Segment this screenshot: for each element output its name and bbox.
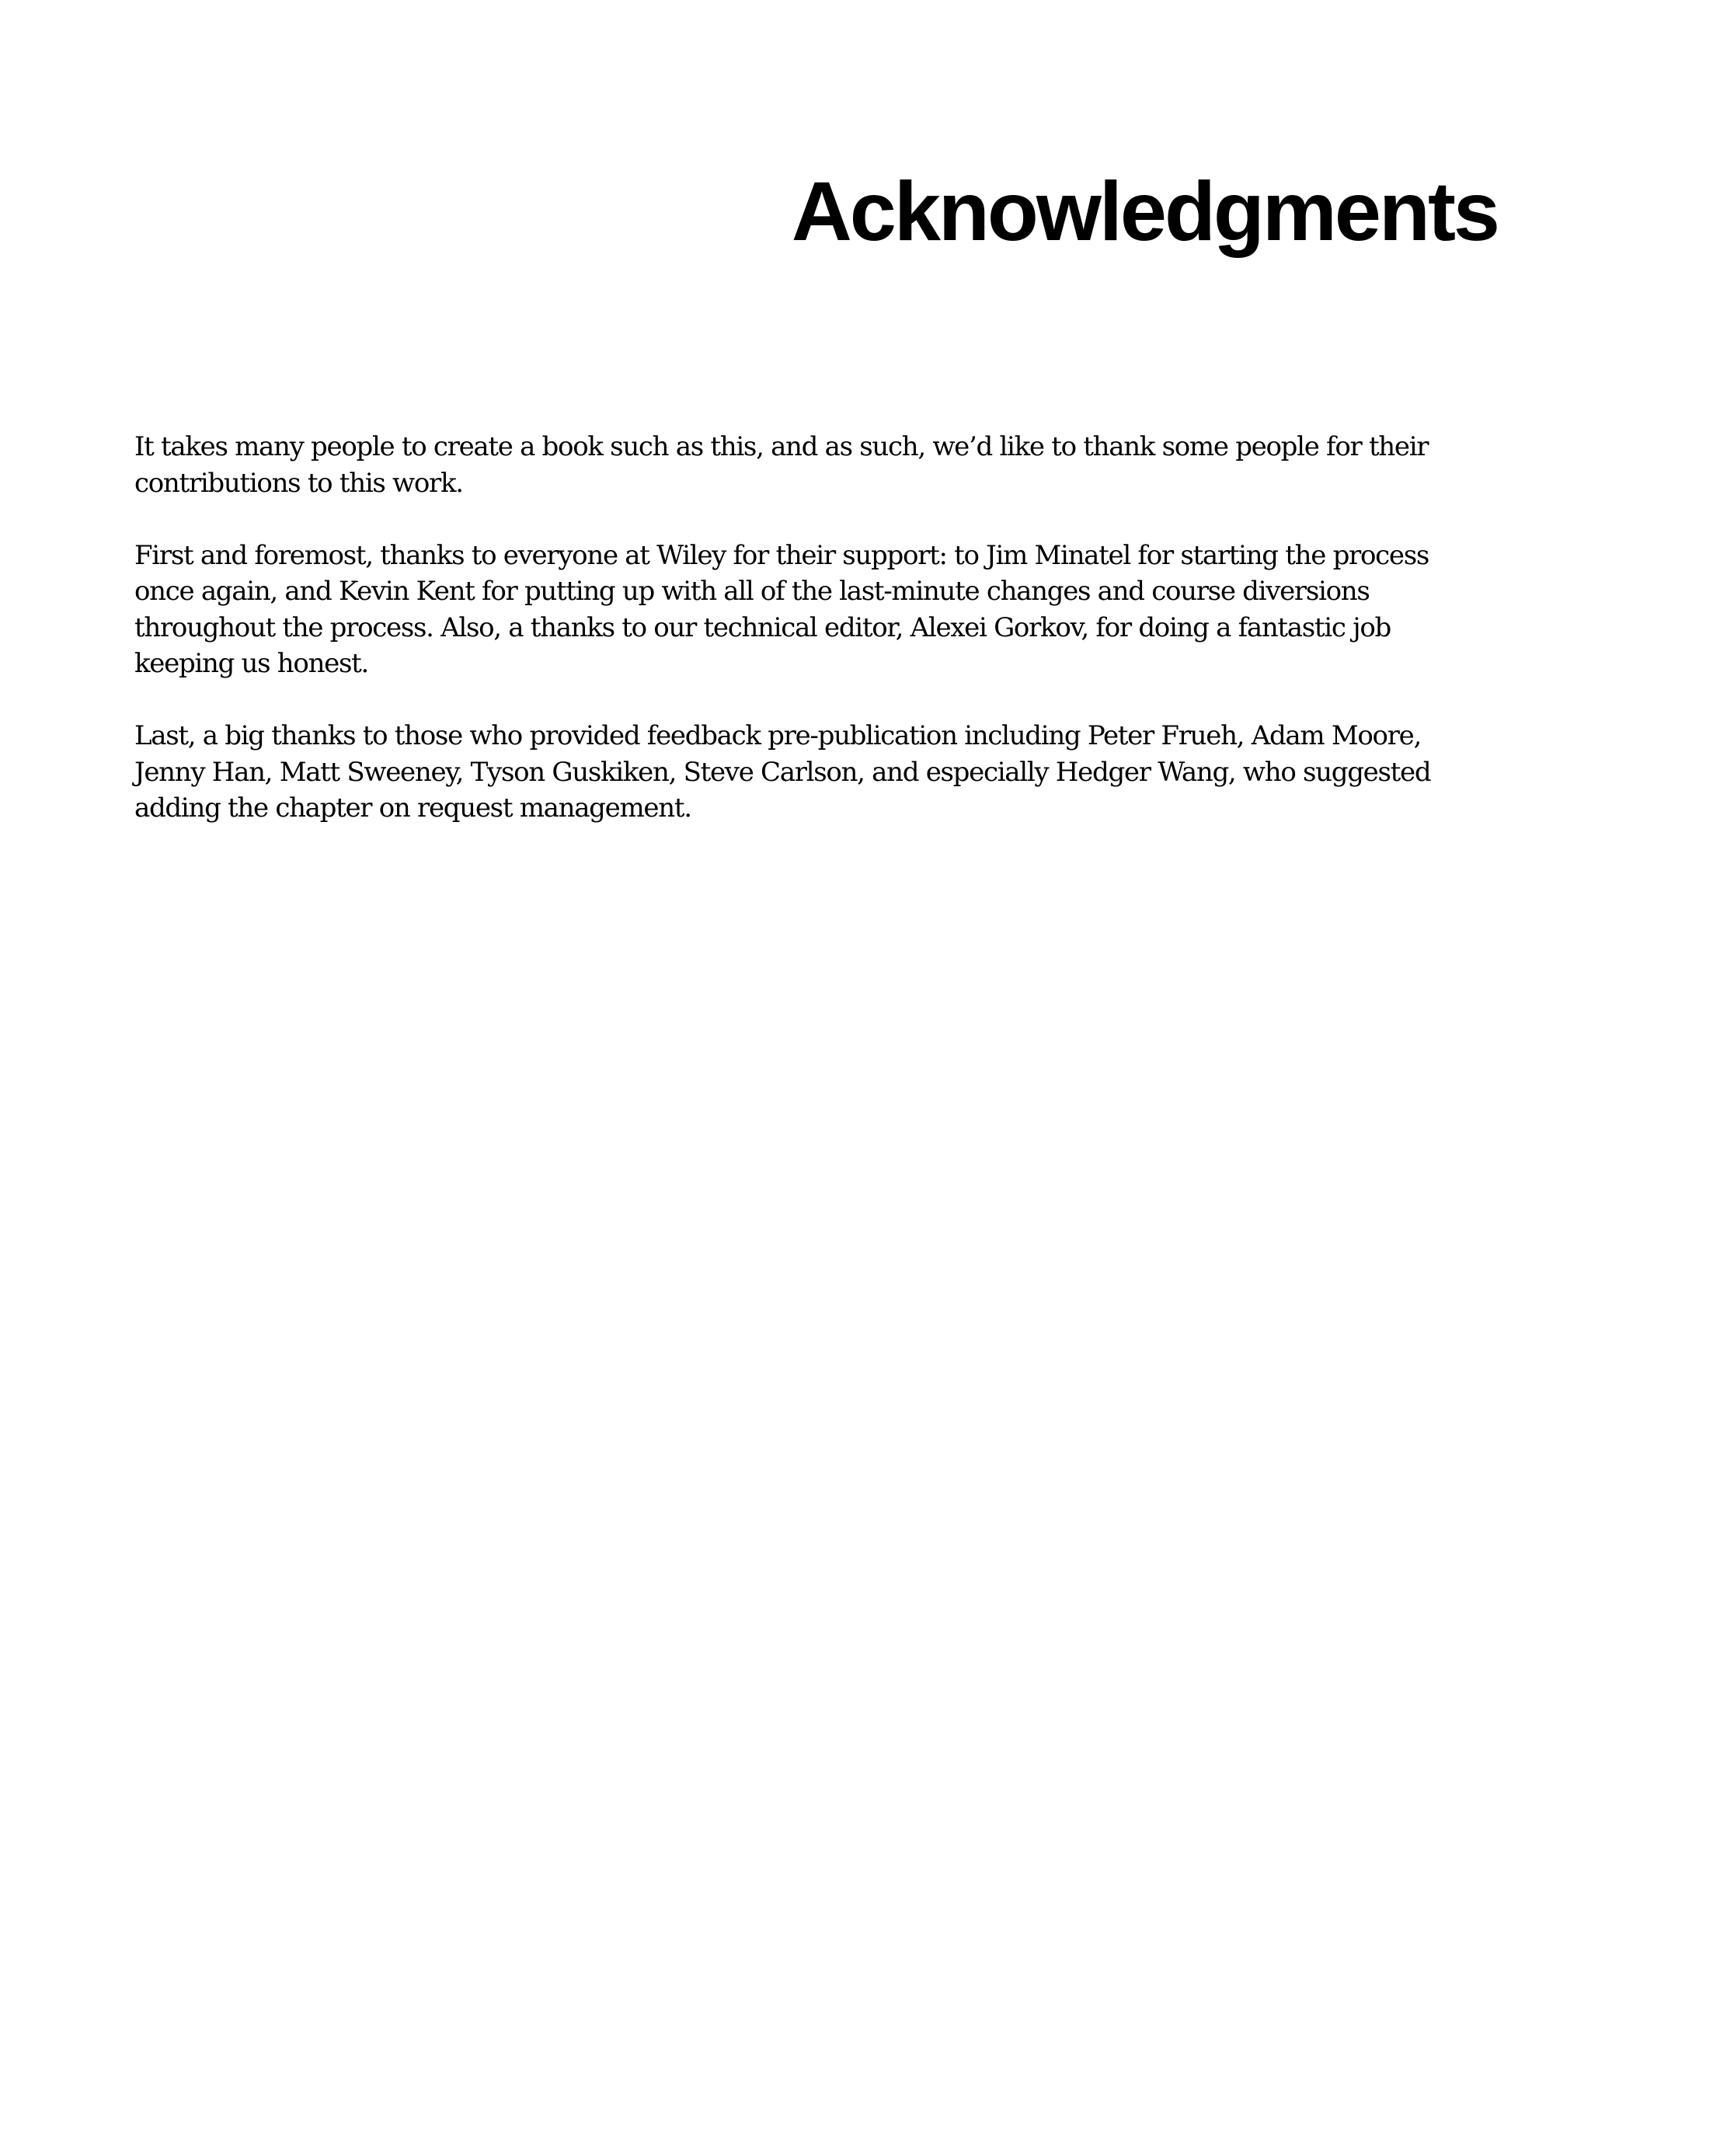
text-line: adding the chapter on request management.: [134, 792, 691, 824]
text-line: Last, a big thanks to those who provided feedback pre-publication including Peter Frueh, Adam Moore,: [134, 720, 1421, 751]
text-line: contributions to this work.: [134, 467, 463, 499]
text-line: First and foremost, thanks to everyone at Wiley for their support: to Jim Minatel for starting the process: [134, 539, 1429, 571]
text-line: Jenny Han, Matt Sweeney, Tyson Guskiken, Steve Carlson, and especially Hedger Wang, who suggested: [134, 756, 1431, 788]
text-line: keeping us honest.: [134, 648, 369, 679]
body-text: [134, 429, 1509, 862]
text-line: once again, and Kevin Kent for putting up with all of the last-minute changes and course diversions: [134, 576, 1370, 607]
text-line: throughout the process. Also, a thanks to our technical editor, Alexei Gorkov, for doing a fantastic job: [134, 611, 1391, 643]
page-title: Acknowledgments: [791, 164, 1498, 258]
paragraph-3: [134, 718, 1509, 827]
paragraph-1: [134, 429, 1509, 501]
text-line: It takes many people to create a book such as this, and as such, we’d like to thank some people for their: [134, 431, 1429, 462]
paragraph-2: [134, 538, 1509, 682]
